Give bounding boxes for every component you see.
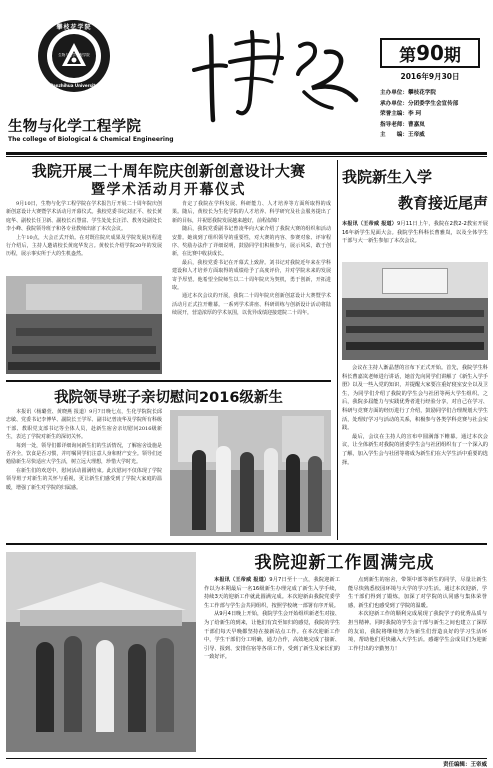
article-paragraph: 本次迎新工作的顺利完成展现了我院学子的优秀品质与担当精神。同时我院的学生会干部与新生之间也建立了深厚的友谊，我院将继续努力为新生们营造良好的学习生活环境，帮助他们更快融入大学生活。感谢学生会成员们为迎新工作付出的辛勤努力！ — [348, 611, 487, 652]
footer-divider — [6, 758, 487, 759]
credit-line: 主办单位：攀枝花学院 — [380, 90, 436, 96]
credits-block — [380, 88, 490, 141]
contest-ceremony-photo — [6, 276, 162, 374]
logo-text-mid: 生物与化学工程学院 — [58, 53, 90, 57]
credit-line: 指导老师：曹嘉岚 — [380, 121, 425, 128]
school-name-en: The college of Biological & Chemical Engineering — [8, 136, 174, 143]
leaders-visit-photo — [170, 410, 331, 536]
logo-text-bottom: Panzhihua University — [50, 83, 98, 88]
column-divider — [337, 160, 338, 540]
issue-prefix: 第 — [399, 45, 417, 66]
article-subheadline: 教育接近尾声 — [397, 194, 488, 212]
article-subheadline: 暨学术活动月开幕仪式 — [91, 182, 246, 198]
issue-date: 2016年9月30日 — [400, 72, 460, 81]
editor-label: 责任编辑： — [442, 762, 471, 768]
article-headline: 我院领导班子亲切慰问2016级新生 — [54, 390, 283, 406]
article-paragraph: 最后，会议在主持人的宣布中圆满落下帷幕。通过本次会议，让全体新生对我院的团委学生会与社团组织有了一个深入的了解，加入学生会与社团等将成为新生们在大学生活中重要的选择。 — [342, 433, 488, 466]
article-column — [342, 364, 488, 540]
article-paragraph: 本报讯（王帝威 报道）9月7日至十一点，我院迎新工作以为本期最后一名16级新生办理完成了新生入学手续，持续3天的迎新工作就此圆满完成。本次迎新由我院党委学生工作部与学生会共同组织，按照学校统一部署有序开展。 — [204, 577, 340, 609]
article-paragraph: 每到一处，领导们都详细询问新生们的生活情况，了解宿舍设施是否齐全，饮食是否习惯，并叮嘱同学们注意人身和财产安全。领导们还勉励新生尽快适应大学生活，树立远大理想，珍惜大学时光。 — [6, 442, 162, 466]
article-paragraph: 在新生们的欢送中，慰问活动圆满结束。此次慰问不仅体现了学院领导班子对新生的关怀与重视，更让新生们感受到了学院大家庭的温暖，增强了新生对学院的归属感。 — [6, 467, 162, 491]
article-intro: 本报讯（王帝威 报道）9月11日上午，我院在2教2-2教室开展16年新学生见面大会。我院学生科科长曹雅岚，以及全体学生干部与大一新生参加了本次会议。 — [342, 221, 488, 245]
article-paragraph: 从9月4日晚上开始，我院学生会开始组织新老生对接、为了给新生的到来，让他们有宾至如归的感觉，我院的学生干部们每天早晚都坚持在接新站点工作。在本次迎新工作中，学生干部们分工明确，通力合作，高效地完成了接新、引导、报到、安排住宿等各项工作，受到了新生及家长们的一致好评。 — [204, 611, 340, 661]
article-column — [172, 200, 331, 374]
article-paragraph: 点到新生的宿舍，带领中部等新生的同学，尽量让新生能尽快熟悉校园环境与大学的学习生活。通过本次迎新，学生干部们得到了锻炼，加深了对学院的认同感与集体荣誉感，新生们也感受到了学院的温暖。 — [348, 577, 487, 609]
article-paragraph: 随后，我院党委副书记曾凌华向大家介绍了我院大赛的组织和活动安排。她谈到了组织领导的重要性，对大赛的内容、参赛对象、评审程序、奖励办法作了详细说明，鼓励同学们积极参与，展示风采，敢于创新，在比赛中收获成长。 — [172, 226, 331, 258]
paper-title-calligraphy — [180, 22, 370, 132]
editor-name: 王帝威 — [470, 762, 487, 768]
welcome-tent-photo — [6, 552, 196, 752]
credit-line: 荣誉主编：李 珂 — [380, 111, 422, 117]
article-welcome-freshmen — [6, 548, 487, 756]
byline: 本报讯（王帝威 报道） — [342, 221, 397, 227]
section-divider — [6, 543, 487, 545]
article-paragraph: 肯定了我院在学科发展、科研能力、人才培养等方面所取得的成果。随后，黄校长为生化学院的人才培养、科学研究及社会服务提出了新的目标，并祝愿我院发展越来越好，前程似锦！ — [172, 201, 331, 224]
article-freshmen-visit — [6, 386, 331, 538]
article-paragraph: 通过本次会议的开展，我院二十周年院庆创新创意设计大赛暨学术活动月正式拉开帷幕。一系列学术讲座、科研训练与创新设计活动将陆续展开，营造浓厚的学术氛围，以优异成绩迎接建院二十周年。 — [172, 293, 331, 317]
byline: 本报讯（王帝威 报道） — [214, 577, 270, 583]
issue-number-box — [380, 38, 480, 68]
article-column — [204, 576, 340, 754]
article-headline: 我院新生入学 — [342, 168, 433, 186]
article-paragraph: 最后，我校党委书记在开幕式上致辞。刘书记对我院近年来在学科建设和人才培养方面取得的成绩给予了高度评价，并对学院未来的发展寄予厚望。他希望全院师生以二十周年院庆为契机，勇于创新，开拓进取。 — [172, 259, 331, 292]
credit-line: 承办单位：分团委学生会宣传部 — [380, 100, 459, 107]
article-paragraph: 9月10日，生物与化学工程学院在学术报告厅开展二十周年院庆创新创意设计大赛暨学术活动月开幕仪式。我校党委书记刘正平、校长黄庭华、副校长任卫新、副校长石慧富、学生处处长汪洋、教务处副处长李小峰、我院领导班子和各专业教师出席了本次会议。 — [6, 201, 162, 233]
section-divider — [6, 380, 331, 382]
article-paragraph: 上午10点，大会正式开始。在对既往院庆成果及学院发展历程进行介绍后，主持人邀请校长黄庭华发言。黄校长介绍学院20年的发展历程，展示事实所于大的生机盎然。 — [6, 234, 162, 258]
article-paragraph: 本报讯（杨璐萱、黄晓燕 报道）9月7日晚七点，生化学院院长邱忠敏、党委书记李博华、副院长王学军、副书记曾凌华及学院所有科级干部、教职党支部书记等全体人员，赴新生宿舍亲切慰问2016级新生，表达了学院对新生的深切关怀。 — [6, 409, 162, 441]
article-anniversary-contest — [6, 160, 331, 376]
article-paragraph: 会议在主持人渐晶慧的宣布下正式开始。首先，我院学生科科长曹嘉岚老师进行讲话，她首先向同学们讲解了《新生入学手册》以及一些入党的知识，并提醒大家要注重好寝室安全以及卫生，为同学们介绍了我院的学生会与社团等两大学生组织。之后，我院多届能力与实践优秀者进行经验分享，对自己在学习、科研与竞赛方面的经历进行了介绍，鼓励同学们合理规划大学生活，处理好学习与活动的关系，积极参与各类学科竞赛与社会实践。 — [342, 365, 488, 432]
credit-line: 主 编：王帝威 — [380, 132, 425, 138]
footer-editor — [380, 760, 487, 768]
logo-text-top: 攀枝花学院 — [56, 24, 92, 31]
masthead-divider — [6, 152, 487, 155]
article-column — [6, 408, 162, 538]
article-column — [348, 576, 487, 754]
article-headline: 我院开展二十周年院庆创新创意设计大赛 — [31, 162, 306, 180]
article-headline: 我院迎新工作圆满完成 — [254, 553, 435, 573]
article-orientation-education — [342, 162, 488, 540]
masthead — [0, 0, 493, 160]
article-column — [6, 200, 162, 273]
orientation-meeting-photo — [342, 262, 488, 360]
university-logo — [38, 20, 110, 92]
issue-suffix: 期 — [443, 45, 461, 66]
school-name-cn: 生物与化学工程学院 — [8, 119, 142, 135]
issue-number: 90 — [416, 41, 444, 65]
masthead-divider-thin — [6, 156, 487, 157]
